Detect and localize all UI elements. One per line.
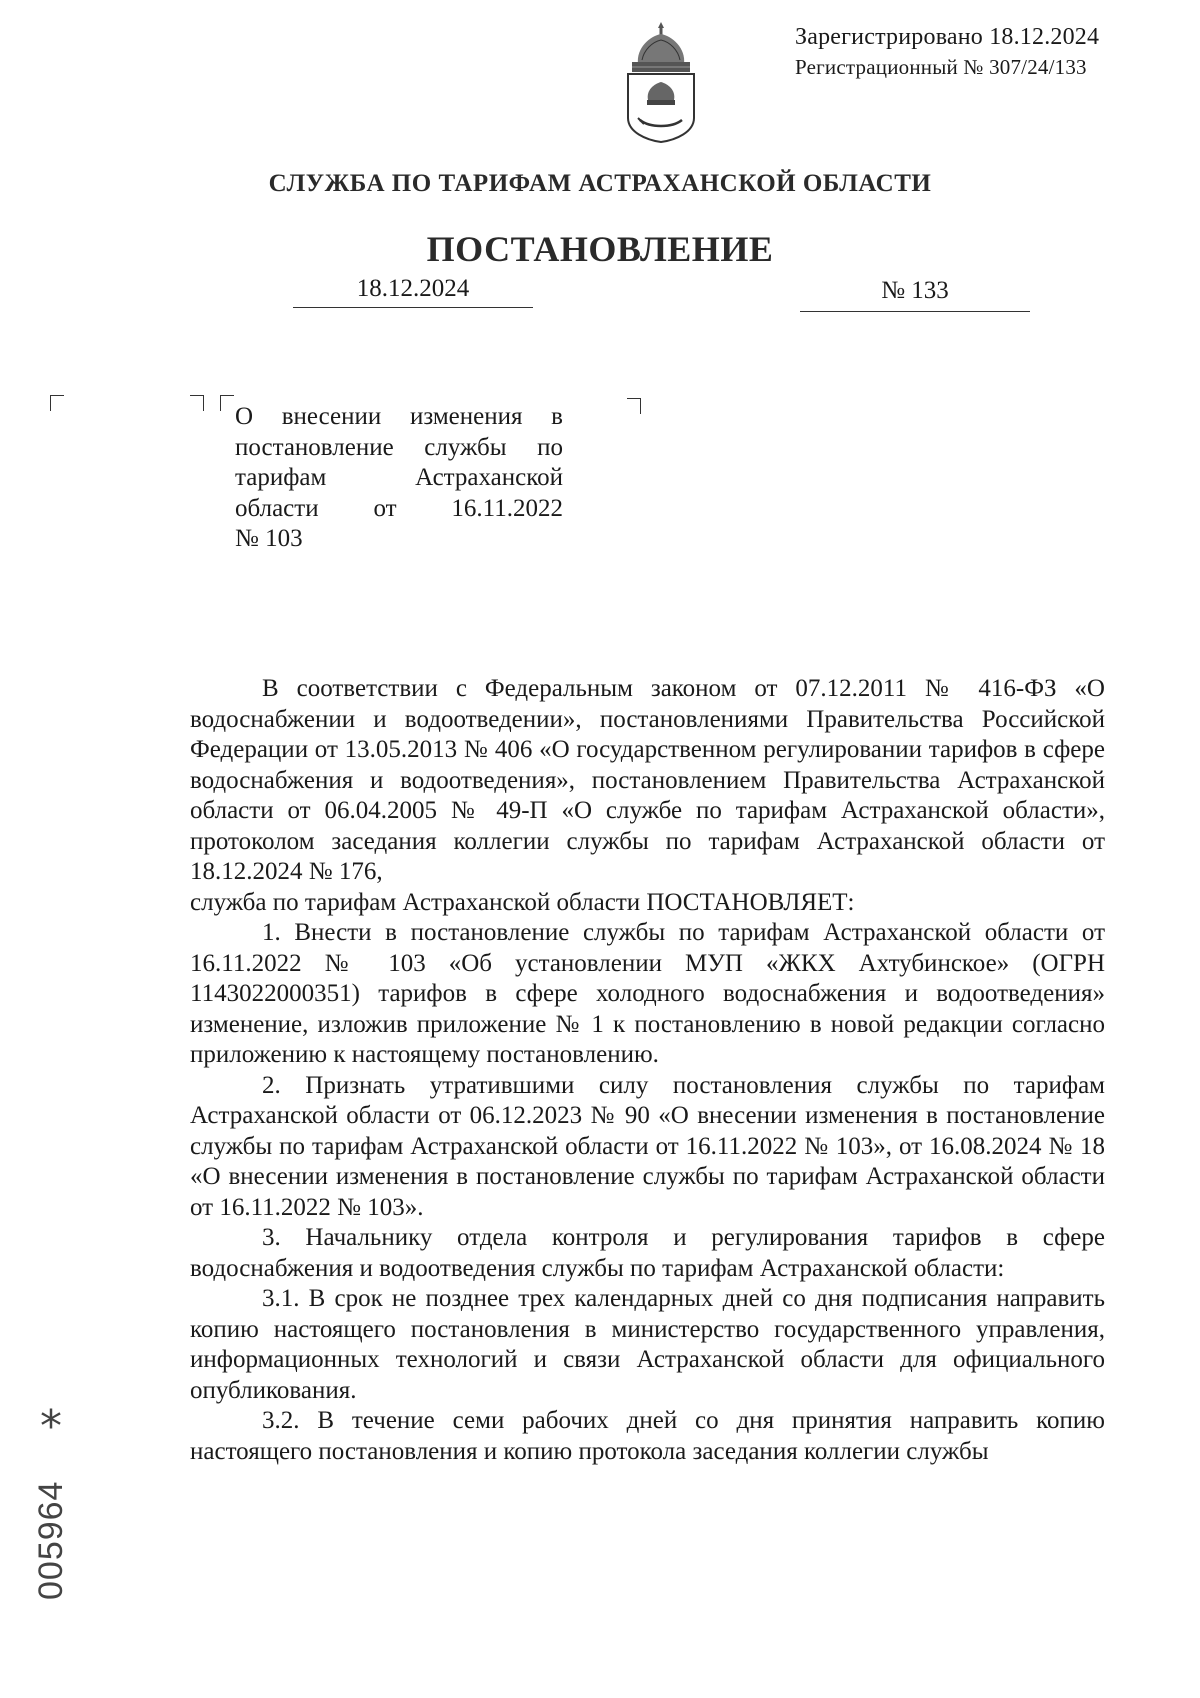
preamble-paragraph: В соответствии с Федеральным законом от 07.12.2011 № 416-ФЗ «О водоснабжении и водоотведении», постановлениями Правительства Российской Федерации от 13.05.2013 № 406 «О государственном регулировании тарифов в сфере водоснабжения и водоотведения», постановлением Правительства Астраханской области от 06.04.2005 № 49-П «О службе по тарифам Астраханской области», протоколом заседания коллегии службы по тарифам Астраханской области от 18.12.2024 № 176, — [190, 675, 1105, 885]
document-type-title: ПОСТАНОВЛЕНИЕ — [426, 229, 774, 269]
coat-of-arms-emblem — [620, 20, 702, 145]
item-1-paragraph: 1. Внести в постановление службы по тарифам Астраханской области от 16.11.2022 № 103 «Об установлении МУП «ЖКХ Ахтубинское» (ОГРН 1143022000351) тарифов в сфере холодного водоснабжения и водоотведения» изменение, изложив приложение № 1 к постановлению в новой редакции согласно приложению к настоящему постановлению. — [190, 919, 1105, 1068]
item-3-paragraph: 3. Начальнику отдела контроля и регулирования тарифов в сфере водоснабжения и водоотведения службы по тарифам Астраханской области: — [190, 1224, 1105, 1282]
registration-stamp — [795, 22, 1099, 82]
document-number: № 133 — [881, 277, 949, 304]
registration-date: Зарегистрировано 18.12.2024 — [795, 24, 1100, 50]
subject-line: области от 16.11.2022 — [235, 494, 563, 522]
organization-name: СЛУЖБА ПО ТАРИФАМ АСТРАХАНСКОЙ ОБЛАСТИ — [268, 170, 932, 197]
subject-line: тарифам Астраханской — [235, 464, 563, 491]
date-underline — [293, 307, 533, 308]
margin-serial-number: 005964 — [32, 1480, 70, 1600]
subject-line: постановление службы по — [235, 433, 563, 461]
subject-corner-mark-close — [627, 398, 641, 414]
registration-number: Регистрационный № 307/24/133 — [795, 55, 1087, 79]
subject-block — [235, 402, 563, 555]
subject-line: № 103 — [235, 525, 303, 552]
subject-corner-mark-open — [220, 395, 234, 411]
margin-corner-mark — [50, 395, 64, 411]
item-3-2-paragraph: 3.2. В течение семи рабочих дней со дня принятия направить копию настоящего постановления и копию протокола заседания коллегии службы — [190, 1407, 1105, 1465]
subject-line: О внесении изменения в — [235, 403, 563, 430]
document-date: 18.12.2024 — [356, 275, 470, 302]
item-3-1-paragraph: 3.1. В срок не позднее трех календарных дней со дня подписания направить копию настоящего постановления в министерство государственного управления, информационных технологий и связи Астраханской области для официального опубликования. — [190, 1285, 1105, 1404]
margin-star-mark: * — [40, 1401, 62, 1452]
subject-corner-mark-left-close — [190, 395, 204, 411]
item-2-paragraph: 2. Признать утратившими силу постановления службы по тарифам Астраханской области от 06.12.2023 № 90 «О внесении изменения в постановление службы по тарифам Астраханской области от 16.11.2022 № 103», от 16.08.2024 № 18 «О внесении изменения в постановление службы по тарифам Астраханской области от 16.11.2022 № 103». — [190, 1071, 1105, 1221]
document-body — [190, 674, 1105, 1467]
resolves-paragraph: служба по тарифам Астраханской области ПОСТАНОВЛЯЕТ: — [190, 888, 855, 916]
number-underline — [800, 311, 1030, 312]
